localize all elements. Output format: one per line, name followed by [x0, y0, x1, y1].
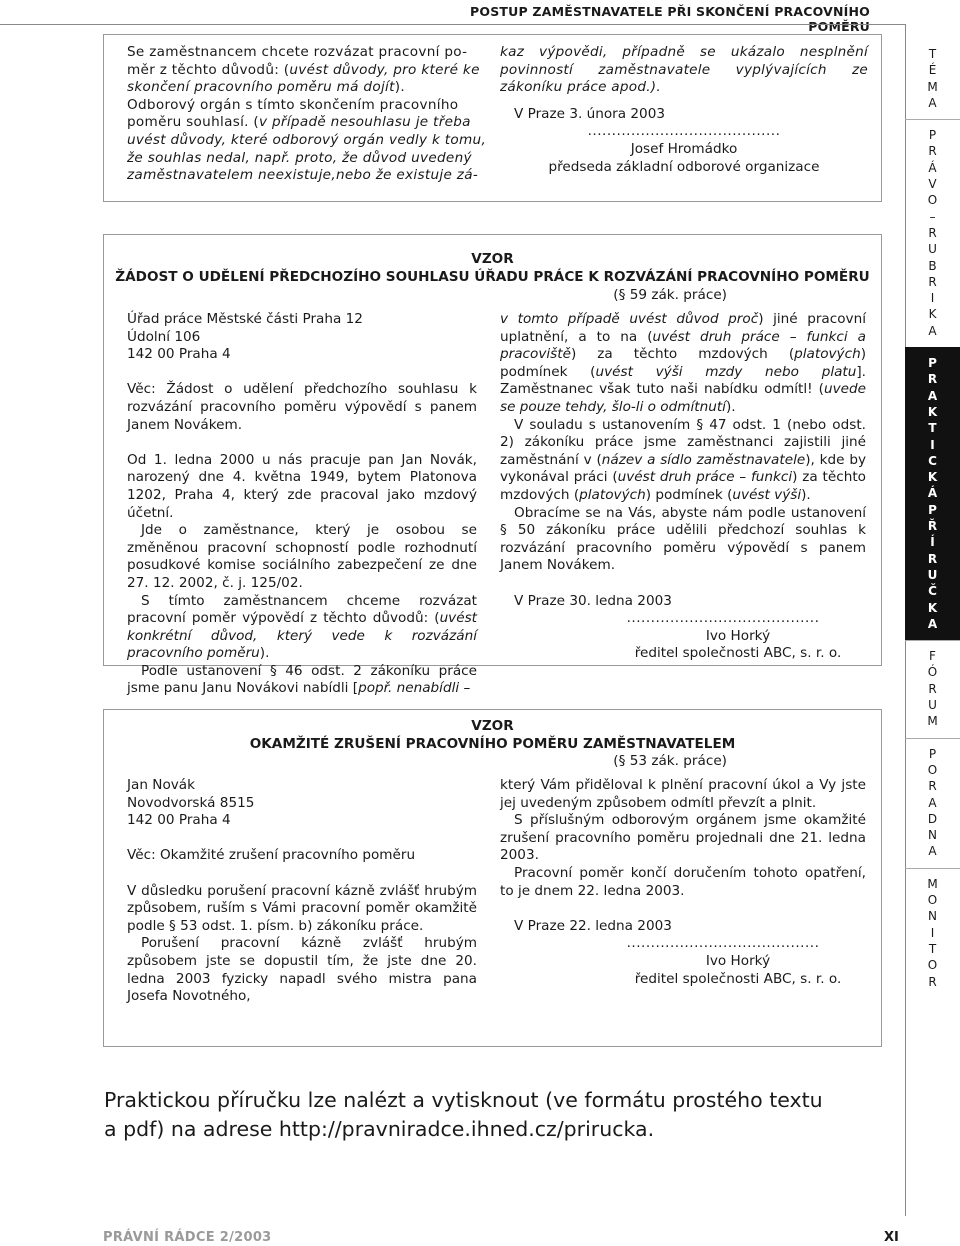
box3-address-line: Jan Novák	[127, 777, 196, 793]
handbook-promo	[104, 1086, 884, 1144]
box1-left-line: zaměstnavatelem neexistuje,nebo že existuje zá-	[127, 167, 479, 184]
box2-subject: Věc: Žádost o udělení předchozího souhlasu k rozvázání pracovního poměru výpovědí s panem Janem Novákem.	[127, 381, 477, 433]
promo-line: Praktickou příručku lze nalézt a vytisknout (ve formátu prostého textu	[104, 1088, 823, 1112]
box3-law-ref: (§ 53 zák. práce)	[613, 753, 727, 769]
box1-left-line: Odborový orgán s tímto skončením pracovního	[127, 96, 459, 113]
section-sidebar	[905, 0, 960, 1246]
box1-left-line: měr z těchto důvodů: (uvést důvody, pro které ke	[127, 61, 480, 78]
box2-right-para2: V souladu s ustanovením § 47 odst. 1 (nebo odst. 2) zákoníku práce jsme zaměstnanci zajistili jiné zaměstnání v (název a sídlo zaměstnavatele), kde by vykonával práci (uvést druh práce – funkci) za těchto mzdových (platových) podmínek (uvést výši).	[500, 416, 866, 503]
box3-subject: Věc: Okamžité zrušení pracovního poměru	[127, 847, 416, 864]
box2-right-column	[500, 311, 866, 663]
box3-title: OKAMŽITÉ ZRUŠENÍ PRACOVNÍHO POMĚRU ZAMĚSTNAVATELEM	[249, 736, 736, 752]
box3-right-para3: Pracovní poměr končí doručením tohoto opatření, to je dnem 22. ledna 2003.	[500, 864, 866, 899]
box3-signature-line: ........................................	[626, 935, 820, 952]
box2-address-line: Úřad práce Městské části Praha 12	[127, 311, 363, 327]
page-number: XI	[884, 1230, 899, 1245]
box1-left-line: že souhlas nedal, např. proto, že důvod uvedený	[127, 149, 472, 166]
box3-right-column	[500, 777, 866, 988]
box2-place-date: V Praze 30. ledna 2003	[514, 592, 672, 609]
sidebar-section-poradna[interactable]: P O R A D N A	[927, 746, 938, 859]
header-rule	[0, 24, 905, 25]
box2-para2: Jde o zaměstnance, který je osobou se změněnou pracovní schopností podle rozhodnutí posudkové komise sociálního zabezpečení ze dne 27. 12. 2002, č. j. 125/02.	[127, 522, 477, 591]
box2-signature-line: ........................................	[626, 610, 820, 627]
sidebar-section-téma[interactable]: T É M A	[927, 47, 938, 110]
box2-para1: Od 1. ledna 2000 u nás pracuje pan Jan Novák, narozený dne 4. května 1949, bytem Platonova 1202, Praha 4, který zde pracoval jako mzdový účetní.	[127, 451, 477, 521]
box1-signer-name: Josef Hromádko	[630, 140, 738, 157]
box2-right-para1: v tomto případě uvést důvod proč) jiné pracovní uplatnění, a to na (uvést druh práce – funkci a pracoviště) za těchto mzdových (platových) podmínek (uvést výši mzdy nebo platu]. Zaměstnanec však tuto naši nabídku odmítl! (uvede se pouze tehdy, šlo-li o odmítnutí).	[500, 311, 866, 415]
box3-signer-name: Ivo Horký	[705, 952, 771, 969]
box1-right-column	[500, 44, 868, 176]
box2-vzor-label: VZOR	[471, 251, 514, 267]
box3-para1: V důsledku porušení pracovní kázně zvlášť hrubým způsobem, ruším s Vámi pracovní poměr okamžitě podle § 53 odst. 1. písm. b) zákoníku práce.	[127, 882, 477, 934]
box1-left-line: uvést důvody, které odborový orgán vedly k tomu,	[127, 131, 487, 148]
box2-para3: S tímto zaměstnancem chceme rozvázat pracovní poměr výpovědí z těchto důvodů: (uvést konkrétní důvod, který vede k rozvázání pracovního poměru).	[127, 592, 477, 662]
box2-signer-role: ředitel společnosti ABC, s. r. o.	[634, 645, 842, 662]
box2-para4: Podle ustanovení § 46 odst. 2 zákoníku práce jsme panu Janu Novákovi nabídli [popř. nenabídli –	[127, 662, 477, 697]
box3-address-line: 142 00 Praha 4	[127, 812, 231, 829]
box3-signer-role: ředitel společnosti ABC, s. r. o.	[634, 970, 842, 987]
box1-place-date: V Praze 3. února 2003	[514, 105, 665, 122]
running-title: POSTUP ZAMĚSTNAVATELE PŘI SKONČENÍ PRACOVNÍHO POMĚRU	[470, 4, 870, 34]
box1-signer-role: předseda základní odborové organizace	[548, 158, 820, 175]
box2-left-column	[127, 311, 477, 698]
box3-vzor-label: VZOR	[471, 718, 514, 734]
box2-address-line: Údolní 106	[127, 328, 201, 345]
sidebar-section-monitor[interactable]: M O N I T O R	[927, 876, 938, 989]
box1-intro: kaz výpovědi, případně se ukázalo nesplnění povinností zaměstnavatele vyplývajících ze zákoníku práce apod.).	[500, 44, 868, 96]
box1-left-line: poměru souhlasí. (v případě nesouhlasu je třeba	[127, 114, 471, 131]
promo-line-with-url: a pdf) na adrese http://pravniradce.ihned.cz/prirucka.	[104, 1117, 655, 1141]
box3-address-line: Novodvorská 8515	[127, 794, 255, 811]
box1-left-line: Se zaměstnancem chcete rozvázat pracovní po-	[127, 44, 468, 60]
box2-signer-name: Ivo Horký	[705, 627, 771, 644]
box1-left-column	[127, 44, 487, 185]
box3-para2: Porušení pracovní kázně zvlášť hrubým způsobem jste se dopustil tím, že jste dne 20. ledna 2003 fyzicky napadl svého mistra pana Josefa Novotného,	[127, 935, 477, 1005]
box2-law-ref: (§ 59 zák. práce)	[613, 287, 727, 303]
box1-signature-line: ........................................	[587, 123, 781, 140]
sidebar-section-praktická-příručka[interactable]: P R A K T I C K Á P Ř Í R U Č K A	[905, 347, 960, 640]
box3-left-column	[127, 777, 477, 1006]
box1-left-line: skončení pracovního poměru má dojít).	[127, 79, 405, 96]
publication-footer: PRÁVNÍ RÁDCE 2/2003	[103, 1230, 272, 1245]
sidebar-section-právo-rubrika[interactable]: P R Á V O – R U B R I K A	[927, 128, 938, 338]
box2-right-para3: Obracíme se na Vás, abyste nám podle ustanovení § 50 zákoníku práce udělili předchozí souhlas k rozvázání pracovního poměru výpovědí s panem Janem Novákem.	[500, 504, 866, 574]
sidebar-section-fórum[interactable]: F Ó R U M	[927, 649, 938, 729]
box2-address-line: 142 00 Praha 4	[127, 346, 231, 363]
box3-place-date: V Praze 22. ledna 2003	[514, 917, 672, 934]
box3-right-para1: který Vám přiděloval k plnění pracovní úkol a Vy jste jej uvedeným způsobem odmítl převzít a plnit.	[500, 777, 866, 811]
box2-title: ŽÁDOST O UDĚLENÍ PŘEDCHOZÍHO SOUHLASU ÚŘADU PRÁCE K ROZVÁZÁNÍ PRACOVNÍHO POMĚRU	[115, 269, 870, 285]
box3-right-para2: S příslušným odborovým orgánem jsme okamžité zrušení pracovního poměru projednali dne 21. ledna 2003.	[500, 812, 866, 864]
